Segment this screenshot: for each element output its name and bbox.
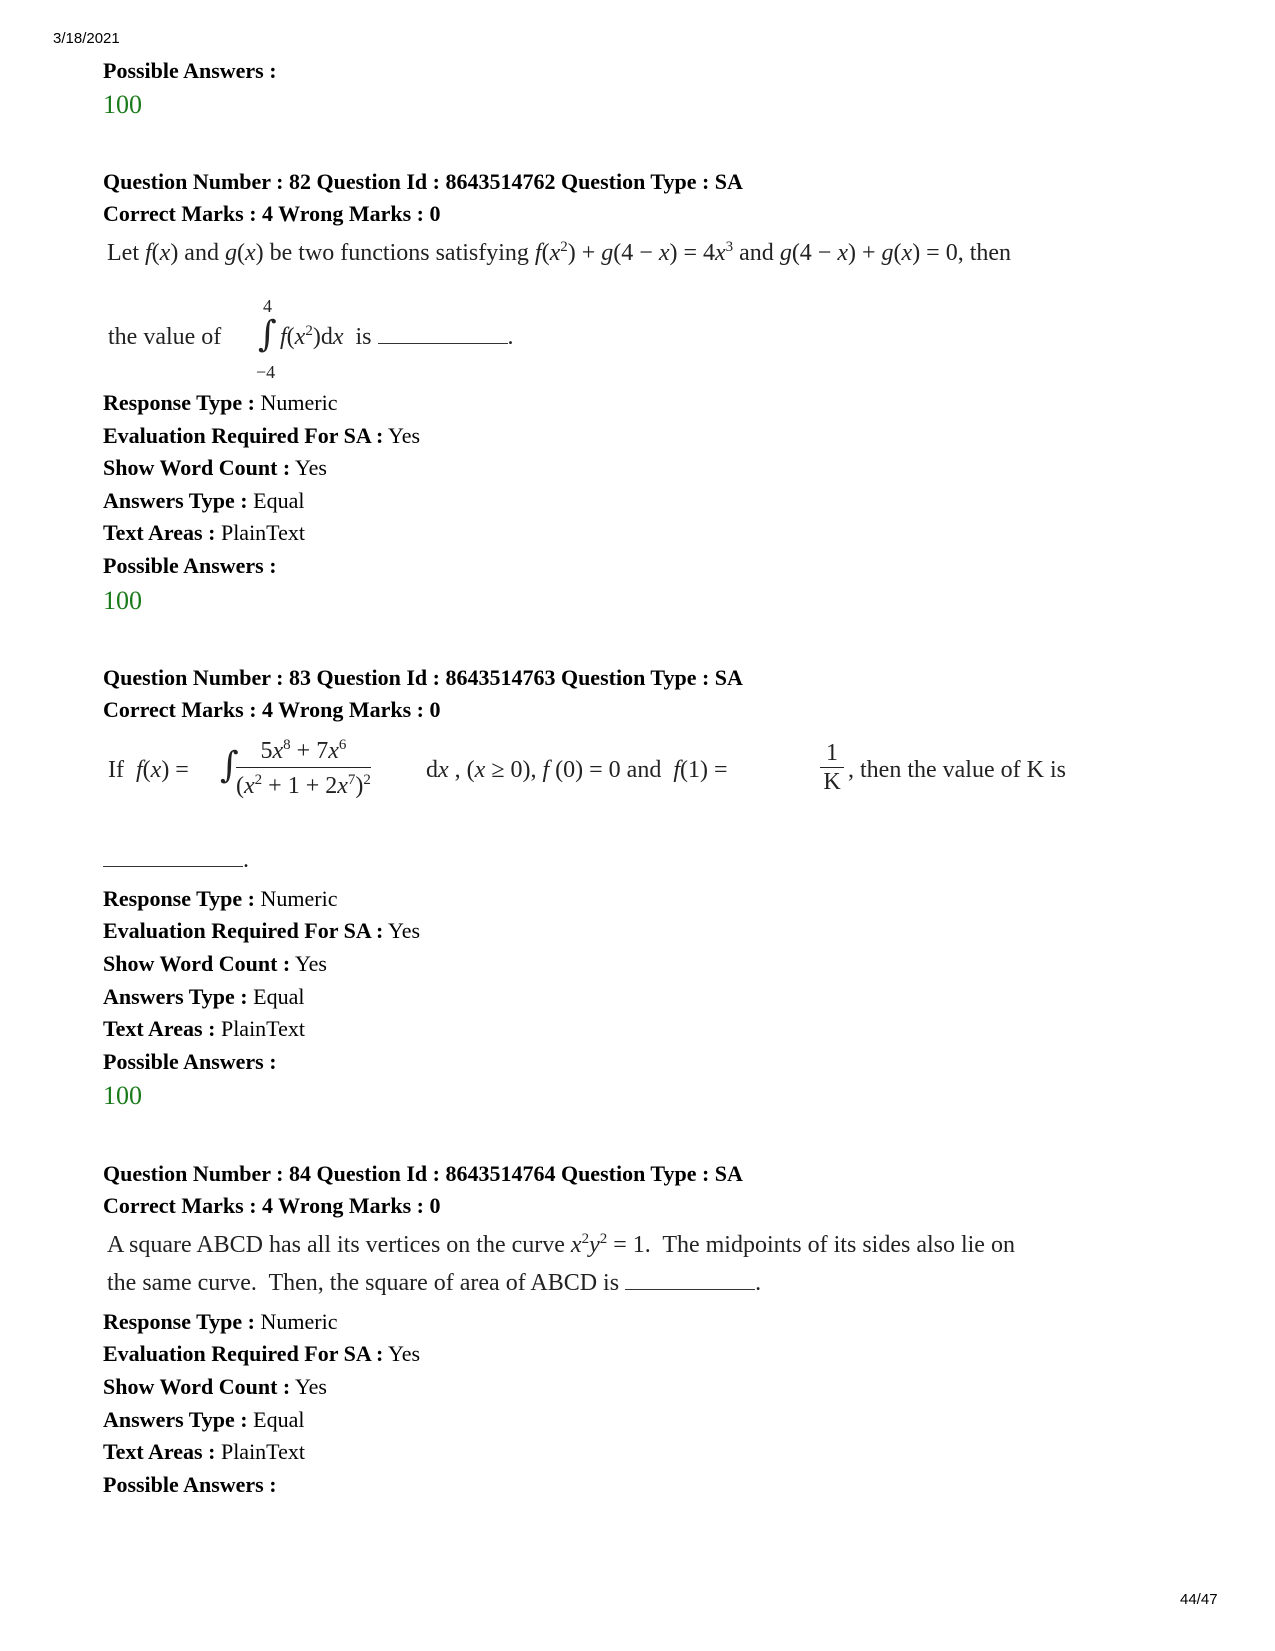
question-marks: Correct Marks : 4 Wrong Marks : 0 <box>103 697 441 722</box>
question-marks: Correct Marks : 4 Wrong Marks : 0 <box>103 1193 441 1218</box>
show-word-count-row: Show Word Count : Yes <box>103 951 327 976</box>
possible-answers-label: Possible Answers : <box>103 1049 277 1074</box>
possible-answer-value: 100 <box>103 1081 142 1110</box>
response-type-row: Response Type : Numeric <box>103 886 338 911</box>
print-date: 3/18/2021 <box>53 30 120 47</box>
question-83-text: If f(x) = ∫ $5x^8 + 7x^6$ $(x^2 + 1 + 2x^7)^2$ dx , (x ≥ 0), f (0) = 0 and f(1) = 1 K , then the value of K is <box>108 737 1066 799</box>
question-84-text-line1: A square ABCD has all its vertices on the curve $x^2y^2 = 1$. The midpoints of its sides also lie on <box>107 1231 1015 1258</box>
show-word-count-row: Show Word Count : Yes <box>103 455 327 480</box>
response-type-row: Response Type : Numeric <box>103 1309 338 1334</box>
text-areas-row: Text Areas : PlainText <box>103 1016 305 1041</box>
text-areas-row: Text Areas : PlainText <box>103 1439 305 1464</box>
possible-answers-label: Possible Answers : <box>103 553 277 578</box>
question-82-text-line1: Let f(x) and g(x) be two functions satisfying $f(x^2) + g(4 - x) = 4x^3$ and g(4 − x) + g(x) = 0, then <box>107 239 1012 266</box>
question-header: Question Number : 82 Question Id : 8643514762 Question Type : SA <box>103 169 743 194</box>
answers-type-row: Answers Type : Equal <box>103 984 305 1009</box>
question-header: Question Number : 84 Question Id : 8643514764 Question Type : SA <box>103 1161 743 1186</box>
eval-required-row: Evaluation Required For SA : Yes <box>103 918 421 943</box>
possible-answers-label: Possible Answers : <box>103 1472 277 1497</box>
question-82-integral: the value of 4 ∫ −4 $f(x^2)dx$ is . <box>108 296 514 382</box>
question-83-blank: . <box>103 845 249 875</box>
question-header: Question Number : 83 Question Id : 8643514763 Question Type : SA <box>103 665 743 690</box>
eval-required-row: Evaluation Required For SA : Yes <box>103 423 421 448</box>
eval-required-row: Evaluation Required For SA : Yes <box>103 1341 421 1366</box>
possible-answer-value: 100 <box>103 586 142 615</box>
possible-answer-value: 100 <box>103 90 142 119</box>
possible-answers-label: Possible Answers : <box>103 58 277 83</box>
page-number: 44/47 <box>1180 1591 1218 1608</box>
show-word-count-row: Show Word Count : Yes <box>103 1374 327 1399</box>
answers-type-row: Answers Type : Equal <box>103 488 305 513</box>
text-areas-row: Text Areas : PlainText <box>103 520 305 545</box>
response-type-row: Response Type : Numeric <box>103 390 338 415</box>
question-marks: Correct Marks : 4 Wrong Marks : 0 <box>103 201 441 226</box>
question-84-text-line2: the same curve. Then, the square of area of ABCD is . <box>107 1270 762 1296</box>
answers-type-row: Answers Type : Equal <box>103 1407 305 1432</box>
